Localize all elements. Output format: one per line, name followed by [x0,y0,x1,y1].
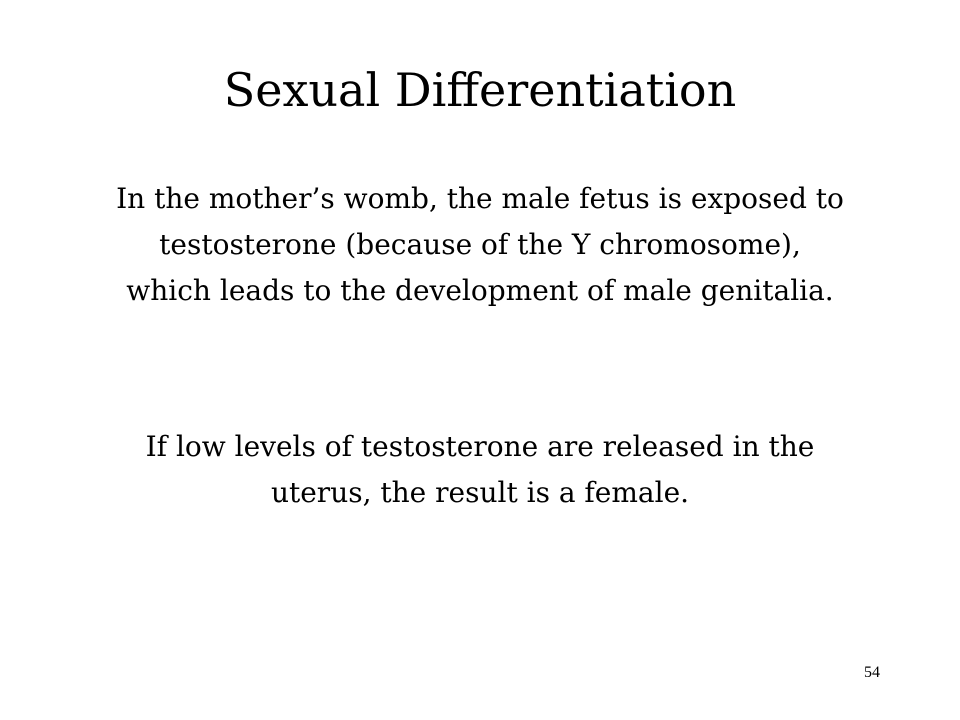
paragraph-1-line-2: testosterone (because of the Y chromosome), [159,228,801,261]
paragraph-1-line-1: In the mother’s womb, the male fetus is exposed to [116,182,844,215]
paragraph-1-line-3: which leads to the development of male genitalia. [126,274,834,307]
slide-title: Sexual Differentiation [223,63,737,117]
paragraph-2-line-2: uterus, the result is a female. [270,476,690,509]
body-paragraph-2 [40,424,920,516]
body-paragraph-1 [40,176,920,314]
paragraph-2-line-1: If low levels of testosterone are released in the [145,430,815,463]
slide-number: 54 [864,664,880,681]
